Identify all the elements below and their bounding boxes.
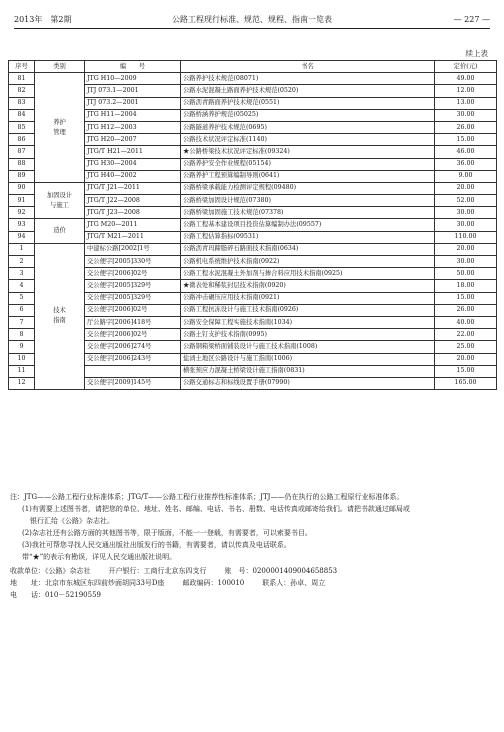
table-row xyxy=(9,219,497,231)
star-note: 带“★”的表示有勘误，详见人民交通出版社说明。 xyxy=(22,553,177,561)
standard-code: JTG/T J22—2008 xyxy=(85,195,181,207)
note-2: (2)杂志社还有公路方面的其他图书等，限于版面，不能一一登载，有需要者，可以索要书目。 xyxy=(22,529,312,537)
notes-section xyxy=(10,491,494,601)
standard-code: 交公便字[2006]02号 xyxy=(85,268,181,280)
row-number: 1 xyxy=(9,243,35,255)
book-title: 公路安全保障工程实施技术指南(1034) xyxy=(181,316,435,328)
row-number: 4 xyxy=(9,280,35,292)
row-number: 83 xyxy=(9,97,35,109)
row-number: 8 xyxy=(9,329,35,341)
standard-code: 交公便字[2006]243号 xyxy=(85,353,181,365)
standard-code xyxy=(85,365,181,377)
standard-code: JTG M20—2011 xyxy=(85,219,181,231)
book-price: 40.00 xyxy=(435,316,497,328)
row-number: 12 xyxy=(9,377,35,389)
book-title: 公路养护技术规范(08071) xyxy=(181,73,435,85)
book-title: ★公路桥梁技术状况评定标准(09324) xyxy=(181,146,435,158)
book-title: 公路隧道养护技术规范(0695) xyxy=(181,121,435,133)
standard-code: 交公便字[2005]329号 xyxy=(85,292,181,304)
standard-code: JTG H20—2007 xyxy=(85,134,181,146)
row-number: 9 xyxy=(9,341,35,353)
book-price: 30.00 xyxy=(435,256,497,268)
row-number: 10 xyxy=(9,353,35,365)
header-rule xyxy=(14,28,490,29)
row-number: 6 xyxy=(9,304,35,316)
book-price: 20.00 xyxy=(435,182,497,194)
row-number: 7 xyxy=(9,316,35,328)
book-price: 110.00 xyxy=(435,231,497,243)
col-header-no: 序号 xyxy=(9,61,35,73)
book-title: 公路工程水泥混凝土外加剂与掺合料应用技术指南(0925) xyxy=(181,268,435,280)
category-cell: 养护 管理 xyxy=(35,73,85,183)
standard-code: JTG/T H21—2011 xyxy=(85,146,181,158)
book-price: 22.00 xyxy=(435,329,497,341)
col-header-category: 类别 xyxy=(35,61,85,73)
book-title: 公路交通标志和标线设置手册(07990) xyxy=(181,377,435,389)
standard-code: JTG H30—2004 xyxy=(85,158,181,170)
table-row xyxy=(9,243,497,255)
standard-code: JTJ 073.2—2001 xyxy=(85,97,181,109)
book-title: 横张预应力混凝土桥梁设计施工指南(0831) xyxy=(181,365,435,377)
standard-code: 交公便字[2006]02号 xyxy=(85,329,181,341)
row-number: 93 xyxy=(9,219,35,231)
table-header-row xyxy=(9,61,497,73)
book-price: 165.00 xyxy=(435,377,497,389)
row-number: 11 xyxy=(9,365,35,377)
col-header-code: 编 号 xyxy=(85,61,181,73)
book-title: 公路桥梁加固施工技术规范(07378) xyxy=(181,207,435,219)
row-number: 81 xyxy=(9,73,35,85)
row-number: 2 xyxy=(9,256,35,268)
page-title: 公路工程现行标准、规范、规程、指南一览表 xyxy=(172,15,332,24)
standard-code: 交公便字[2009]145号 xyxy=(85,377,181,389)
table-row xyxy=(9,73,497,85)
book-price: 30.00 xyxy=(435,109,497,121)
category-cell: 技术 指南 xyxy=(35,243,85,389)
standard-code: JTG/T J23—2008 xyxy=(85,207,181,219)
issue-label: 2013年 第2期 xyxy=(14,15,72,24)
contact-person: 联系人：孙卓、周立 xyxy=(262,579,326,587)
book-title: 公路养护安全作业规程(05154) xyxy=(181,158,435,170)
note-3: (3)我社可帮您寻找人民交通出版社出版发行的书籍，有需要者，请以传真及电话联系。 xyxy=(22,541,291,549)
standard-code: JTG/T M21—2011 xyxy=(85,231,181,243)
standard-code: JTG/T J21—2011 xyxy=(85,182,181,194)
book-price: 25.00 xyxy=(435,341,497,353)
book-title: 公路工程抗冻设计与施工技术指南(0926) xyxy=(181,304,435,316)
book-title: 公路土钉支护技术指南(0995) xyxy=(181,329,435,341)
book-title: 公路沥青路面养护技术规范(0551) xyxy=(181,97,435,109)
page-header xyxy=(14,14,490,26)
book-title: 公路冲击碾压应用技术指南(0921) xyxy=(181,292,435,304)
table-row xyxy=(9,182,497,194)
book-title: ★微表处和稀浆封层技术指南(0920) xyxy=(181,280,435,292)
payee: 收款单位：《公路》杂志社 xyxy=(10,567,91,575)
postcode: 邮政编码：100010 xyxy=(182,579,245,587)
standard-code: JTG H12—2003 xyxy=(85,121,181,133)
row-number: 88 xyxy=(9,158,35,170)
book-title: 盐渍土地区公路设计与施工指南(1006) xyxy=(181,353,435,365)
standard-code: 交公便字[2005]329号 xyxy=(85,280,181,292)
book-price: 15.00 xyxy=(435,292,497,304)
standards-table xyxy=(8,60,497,390)
book-price: 15.00 xyxy=(435,134,497,146)
book-price: 30.00 xyxy=(435,219,497,231)
book-price: 20.00 xyxy=(435,243,497,255)
book-title: 公路工程估算指标(09531) xyxy=(181,231,435,243)
row-number: 84 xyxy=(9,109,35,121)
book-price: 49.00 xyxy=(435,73,497,85)
legend-note: 注：JTG——公路工程行业标准体系；JTG/T——公路工程行业推荐性标准体系；JTJ——仍在执行的公路工程原行业标准体系。 xyxy=(10,493,404,501)
standard-code: 中建标公路[2002]1号 xyxy=(85,243,181,255)
book-price: 9.00 xyxy=(435,170,497,182)
row-number: 3 xyxy=(9,268,35,280)
continued-label: 续上表 xyxy=(465,49,488,58)
col-header-price: 定价(元) xyxy=(435,61,497,73)
standard-code: JTG H11—2004 xyxy=(85,109,181,121)
book-title: 公路钢箱梁桥面铺装设计与施工技术指南(1008) xyxy=(181,341,435,353)
note-1-cont: 银行汇给《公路》杂志社。 xyxy=(30,517,114,525)
book-price: 50.00 xyxy=(435,268,497,280)
standard-code: 交公便字[2005]330号 xyxy=(85,256,181,268)
category-cell: 加固设计 与施工 xyxy=(35,182,85,219)
standard-code: 厅公路字[2006]418号 xyxy=(85,316,181,328)
row-number: 90 xyxy=(9,182,35,194)
row-number: 82 xyxy=(9,85,35,97)
row-number: 85 xyxy=(9,121,35,133)
standard-code: 交公便字[2006]274号 xyxy=(85,341,181,353)
book-price: 30.00 xyxy=(435,207,497,219)
book-title: 公路桥梁加固设计规范(07380) xyxy=(181,195,435,207)
col-header-title: 书名 xyxy=(181,61,435,73)
book-price: 26.00 xyxy=(435,304,497,316)
row-number: 92 xyxy=(9,207,35,219)
book-price: 15.00 xyxy=(435,365,497,377)
standard-code: 交公便字[2006]02号 xyxy=(85,304,181,316)
page-number: — 227 — xyxy=(453,15,490,24)
book-price: 13.00 xyxy=(435,97,497,109)
contact-info xyxy=(10,565,494,601)
standard-code: JTG H10—2009 xyxy=(85,73,181,85)
book-price: 18.00 xyxy=(435,280,497,292)
book-price: 36.00 xyxy=(435,158,497,170)
phone: 电 话：010－52190559 xyxy=(10,591,101,599)
row-number: 91 xyxy=(9,195,35,207)
address: 地 址：北京市东城区东四前炒面胡同33号D座 xyxy=(10,579,165,587)
book-title: 公路工程基本建设项目投资估算编制办法(09557) xyxy=(181,219,435,231)
book-title: 公路机电系统维护技术指南(0922) xyxy=(181,256,435,268)
book-title: 公路桥梁承载能力检测评定规程(09480) xyxy=(181,182,435,194)
category-cell: 造价 xyxy=(35,219,85,243)
note-1: (1)有需要上述图书者，请把您的单位、地址、姓名、邮编、电话、书名、册数、电话传真或邮寄给我们。请把书款通过邮局或 xyxy=(22,505,410,513)
row-number: 87 xyxy=(9,146,35,158)
book-price: 52.00 xyxy=(435,195,497,207)
bank: 开户银行：工商行北京东四支行 xyxy=(108,567,207,575)
row-number: 89 xyxy=(9,170,35,182)
standard-code: JTG H40—2002 xyxy=(85,170,181,182)
book-price: 20.00 xyxy=(435,353,497,365)
row-number: 5 xyxy=(9,292,35,304)
row-number: 86 xyxy=(9,134,35,146)
book-price: 46.00 xyxy=(435,146,497,158)
standard-code: JTJ 073.1—2001 xyxy=(85,85,181,97)
book-title: 公路沥青玛蹄脂碎石路面技术指南(0634) xyxy=(181,243,435,255)
book-price: 12.00 xyxy=(435,85,497,97)
book-title: 公路养护工程预算编制导则(0641) xyxy=(181,170,435,182)
account: 账 号：0200001409004658853 xyxy=(224,567,338,575)
book-title: 公路水泥混凝土路面养护技术规范(0520) xyxy=(181,85,435,97)
book-price: 26.00 xyxy=(435,121,497,133)
row-number: 94 xyxy=(9,231,35,243)
book-title: 公路桥涵养护规范(05025) xyxy=(181,109,435,121)
book-title: 公路技术状况评定标准(1140) xyxy=(181,134,435,146)
